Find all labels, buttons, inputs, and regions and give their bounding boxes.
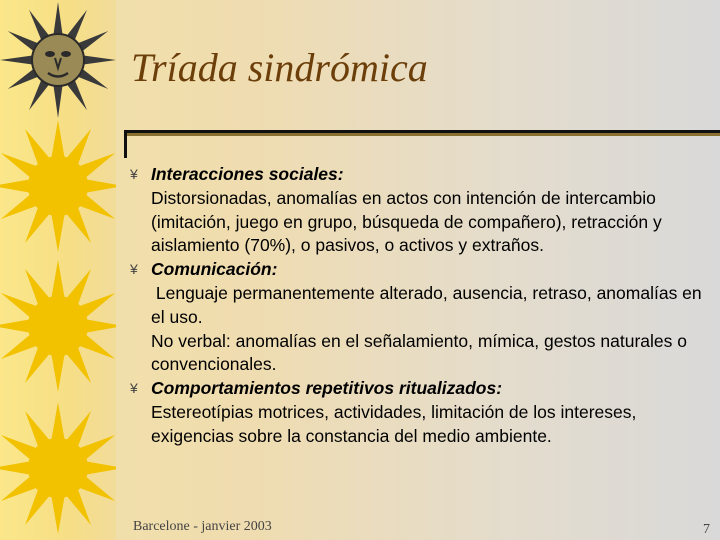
bullet-text: No verbal: anomalías en el señalamiento, mímica, gestos naturales o convencionales. <box>151 330 687 375</box>
bullet-icon: ¥ <box>130 380 138 397</box>
slide-body <box>130 163 715 449</box>
sun-face-icon <box>0 2 116 120</box>
bullet-icon: ¥ <box>130 261 138 278</box>
slide-footer: Barcelone - janvier 2003 <box>133 519 272 534</box>
bullet-text: Distorsionadas, anomalías en actos con intención de intercambio (imitación, juego en grupo, búsqueda de compañero), retracción y aislamiento (70%), o pasivos, o activos y extraños. <box>151 187 662 256</box>
bullet-item <box>130 163 715 258</box>
bullet-heading: Comportamientos repetitivos ritualizados: <box>151 378 503 399</box>
sun-icon <box>0 396 116 540</box>
bullet-text: Lenguaje permanentemente alterado, ausencia, retraso, anomalías en el uso. <box>151 282 707 327</box>
sun-icon <box>0 116 116 256</box>
bullet-icon: ¥ <box>130 166 138 182</box>
title-divider <box>124 130 720 158</box>
bullet-text: Estereotípias motrices, actividades, limitación de los intereses, exigencias sobre la constancia del medio ambiente. <box>151 401 637 446</box>
sun-icon <box>0 256 116 396</box>
bullet-item <box>130 377 715 448</box>
bullet-item <box>130 258 715 377</box>
bullet-heading: Interacciones sociales: <box>151 164 344 184</box>
bullet-heading: Comunicación: <box>151 259 278 280</box>
slide-title: Tríada sindrómica <box>131 45 428 90</box>
page-number: 7 <box>703 522 710 537</box>
decorative-sidebar <box>0 0 116 540</box>
